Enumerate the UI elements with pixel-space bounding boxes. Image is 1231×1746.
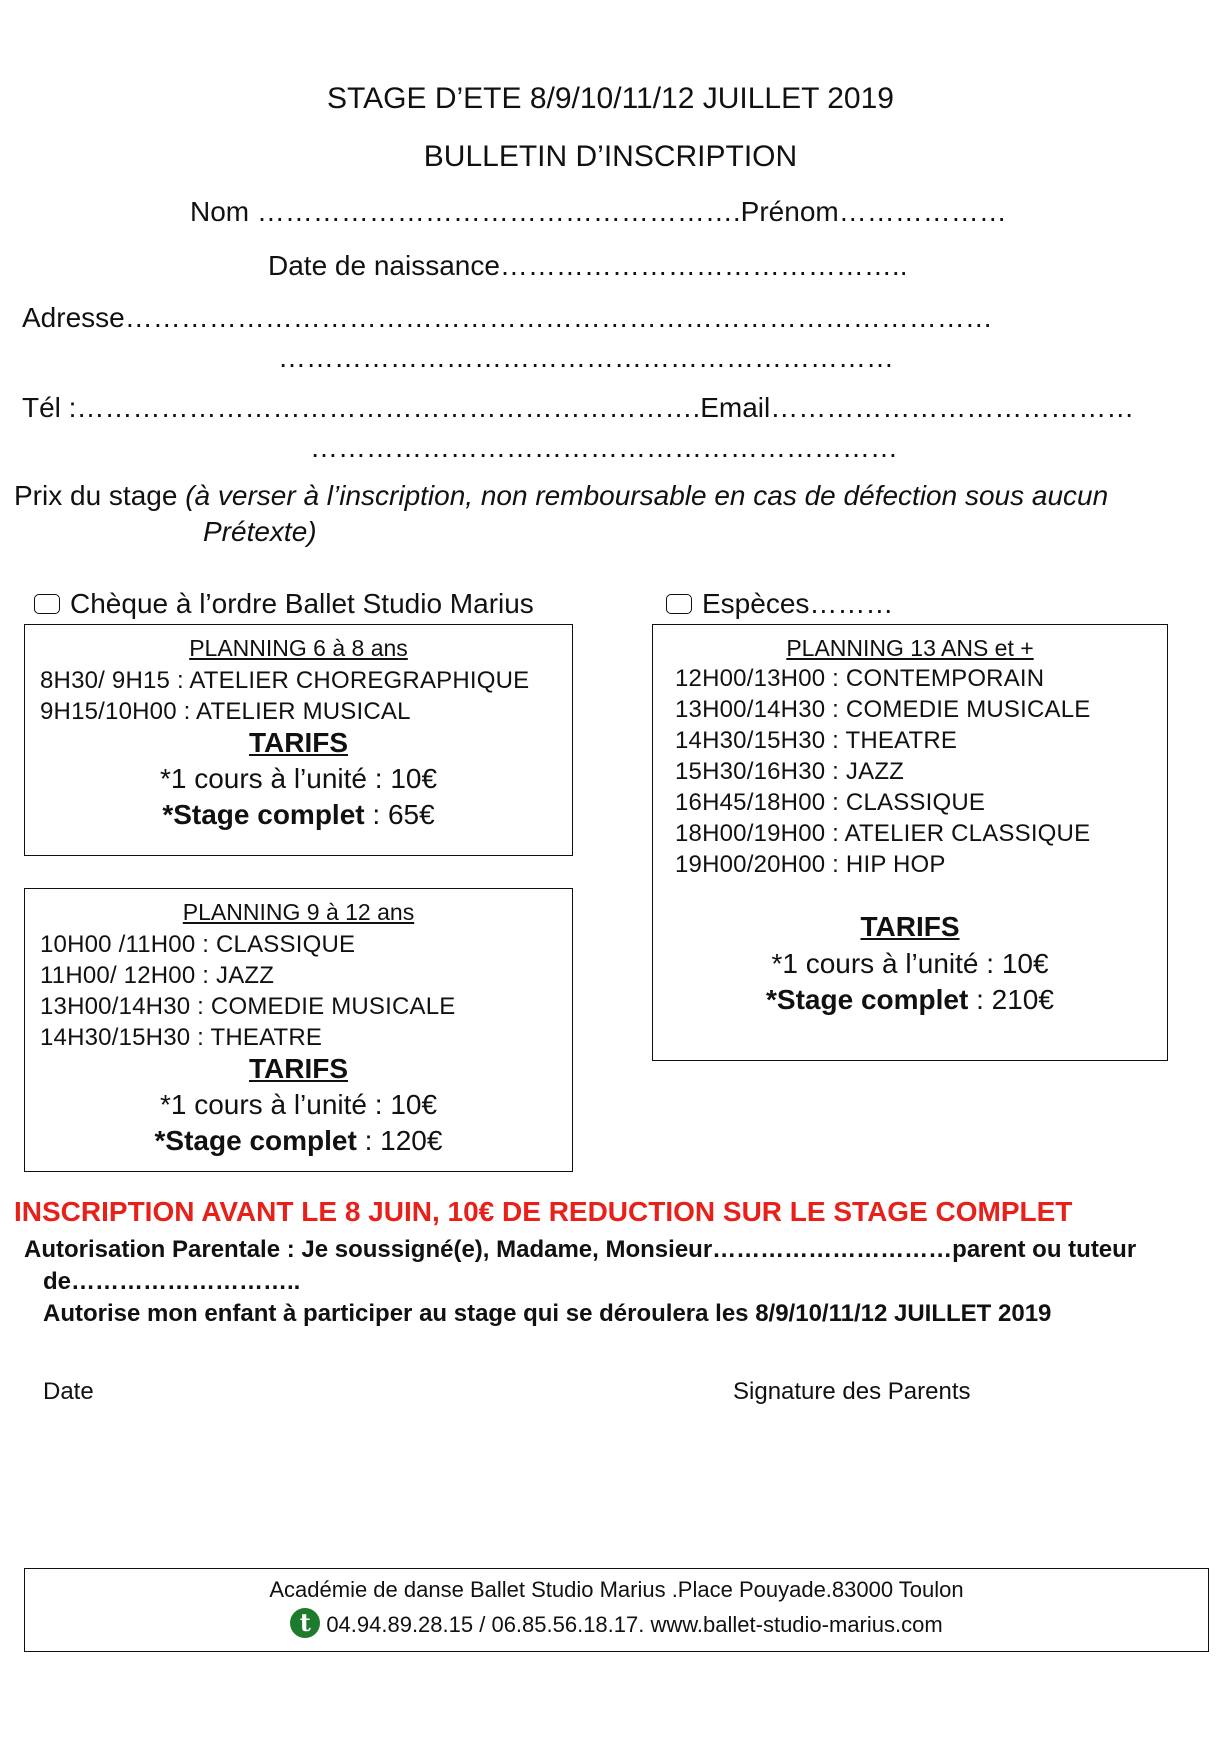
- prix-label: Prix du stage: [14, 480, 178, 511]
- planning-13-box: [652, 624, 1168, 1061]
- especes-option[interactable]: [666, 588, 893, 620]
- schedule-row: 15H30/16H30 : JAZZ: [675, 758, 905, 785]
- tel-email-field-line2[interactable]: ………………………………………………………: [310, 432, 898, 463]
- especes-label: Espèces………: [702, 588, 894, 619]
- schedule-row: 19H00/20H00 : HIP HOP: [675, 851, 946, 878]
- schedule-row: 16H45/18H00 : CLASSIQUE: [675, 789, 986, 816]
- schedule-row: 18H00/19H00 : ATELIER CLASSIQUE: [675, 820, 1091, 847]
- tarif-unit: *1 cours à l’unité : 10€: [771, 948, 1049, 979]
- planning-9-12-title: PLANNING 9 à 12 ans: [182, 899, 415, 925]
- tarif-complet: *Stage complet : 120€: [154, 1125, 443, 1156]
- signature-label: Signature des Parents: [733, 1378, 971, 1405]
- prix-note: (à verser à l’inscription, non remboursable en cas de défection sous aucun: [185, 480, 1109, 511]
- tarifs-heading: TARIFS: [248, 727, 349, 758]
- schedule-row: 11H00/ 12H00 : JAZZ: [40, 962, 275, 989]
- phone-icon: t: [290, 1608, 320, 1638]
- cheque-label: Chèque à l’ordre Ballet Studio Marius: [70, 588, 534, 619]
- adresse-field[interactable]: Adresse…………………………………………………………………………………: [22, 302, 993, 333]
- footer-contact-text[interactable]: 04.94.89.28.15 / 06.85.56.18.17. www.ballet-studio-marius.com: [326, 1611, 943, 1637]
- adresse-field-line2[interactable]: …………………………………………………………: [278, 342, 894, 373]
- schedule-row: 12H00/13H00 : CONTEMPORAIN: [675, 665, 1045, 692]
- footer-contact: [25, 1608, 1208, 1641]
- cheque-option[interactable]: [34, 588, 534, 620]
- footer-box: [24, 1568, 1209, 1652]
- nom-prenom-field[interactable]: Nom …………………………………………….Prénom………………: [190, 196, 1007, 227]
- tel-email-field[interactable]: Tél :………………………………………………………….Email…………………………………: [22, 392, 1135, 423]
- tarif-complet: *Stage complet : 65€: [162, 799, 435, 830]
- tarifs-heading: TARIFS: [860, 911, 960, 942]
- footer-address: Académie de danse Ballet Studio Marius .Place Pouyade.83000 Toulon: [269, 1577, 964, 1602]
- page-title: STAGE D’ETE 8/9/10/11/12 JUILLET 2019: [327, 82, 894, 115]
- prix-stage: [14, 480, 1108, 512]
- tarif-complet: *Stage complet : 210€: [766, 984, 1054, 1015]
- especes-checkbox[interactable]: [666, 594, 692, 614]
- planning-6-8-title: PLANNING 6 à 8 ans: [189, 635, 408, 661]
- date-label: Date: [43, 1378, 94, 1405]
- autorisation-line3: Autorise mon enfant à participer au stage qui se déroulera les 8/9/10/11/12 JUILLET 2019: [43, 1300, 1052, 1327]
- planning-6-8-box: [24, 624, 573, 856]
- planning-13-title: PLANNING 13 ANS et +: [786, 635, 1034, 661]
- schedule-row: 13H00/14H30 : COMEDIE MUSICALE: [675, 696, 1091, 723]
- schedule-row: 8H30/ 9H15 : ATELIER CHOREGRAPHIQUE: [40, 667, 530, 694]
- schedule-row: 14H30/15H30 : THEATRE: [675, 727, 958, 754]
- prix-note-cont: Prétexte): [203, 516, 317, 547]
- autorisation-line2[interactable]: de………………………..: [43, 1268, 301, 1295]
- schedule-row: 10H00 /11H00 : CLASSIQUE: [40, 931, 356, 958]
- tarif-unit: *1 cours à l’unité : 10€: [159, 763, 438, 794]
- tarif-unit: *1 cours à l’unité : 10€: [159, 1089, 438, 1120]
- schedule-row: 14H30/15H30 : THEATRE: [40, 1024, 323, 1051]
- promo-banner: INSCRIPTION AVANT LE 8 JUIN, 10€ DE REDUCTION SUR LE STAGE COMPLET: [14, 1196, 1073, 1227]
- tarifs-heading: TARIFS: [248, 1053, 349, 1084]
- autorisation-line1[interactable]: Autorisation Parentale : Je soussigné(e), Madame, Monsieur…………………………parent ou tuteur: [24, 1236, 1137, 1263]
- date-naissance-field[interactable]: Date de naissance……………………………………..: [268, 250, 908, 281]
- schedule-row: 13H00/14H30 : COMEDIE MUSICALE: [40, 993, 456, 1020]
- schedule-row: 9H15/10H00 : ATELIER MUSICAL: [40, 698, 411, 725]
- cheque-checkbox[interactable]: [34, 594, 60, 614]
- page-subtitle: BULLETIN D’INSCRIPTION: [423, 140, 798, 173]
- planning-9-12-box: [24, 888, 573, 1172]
